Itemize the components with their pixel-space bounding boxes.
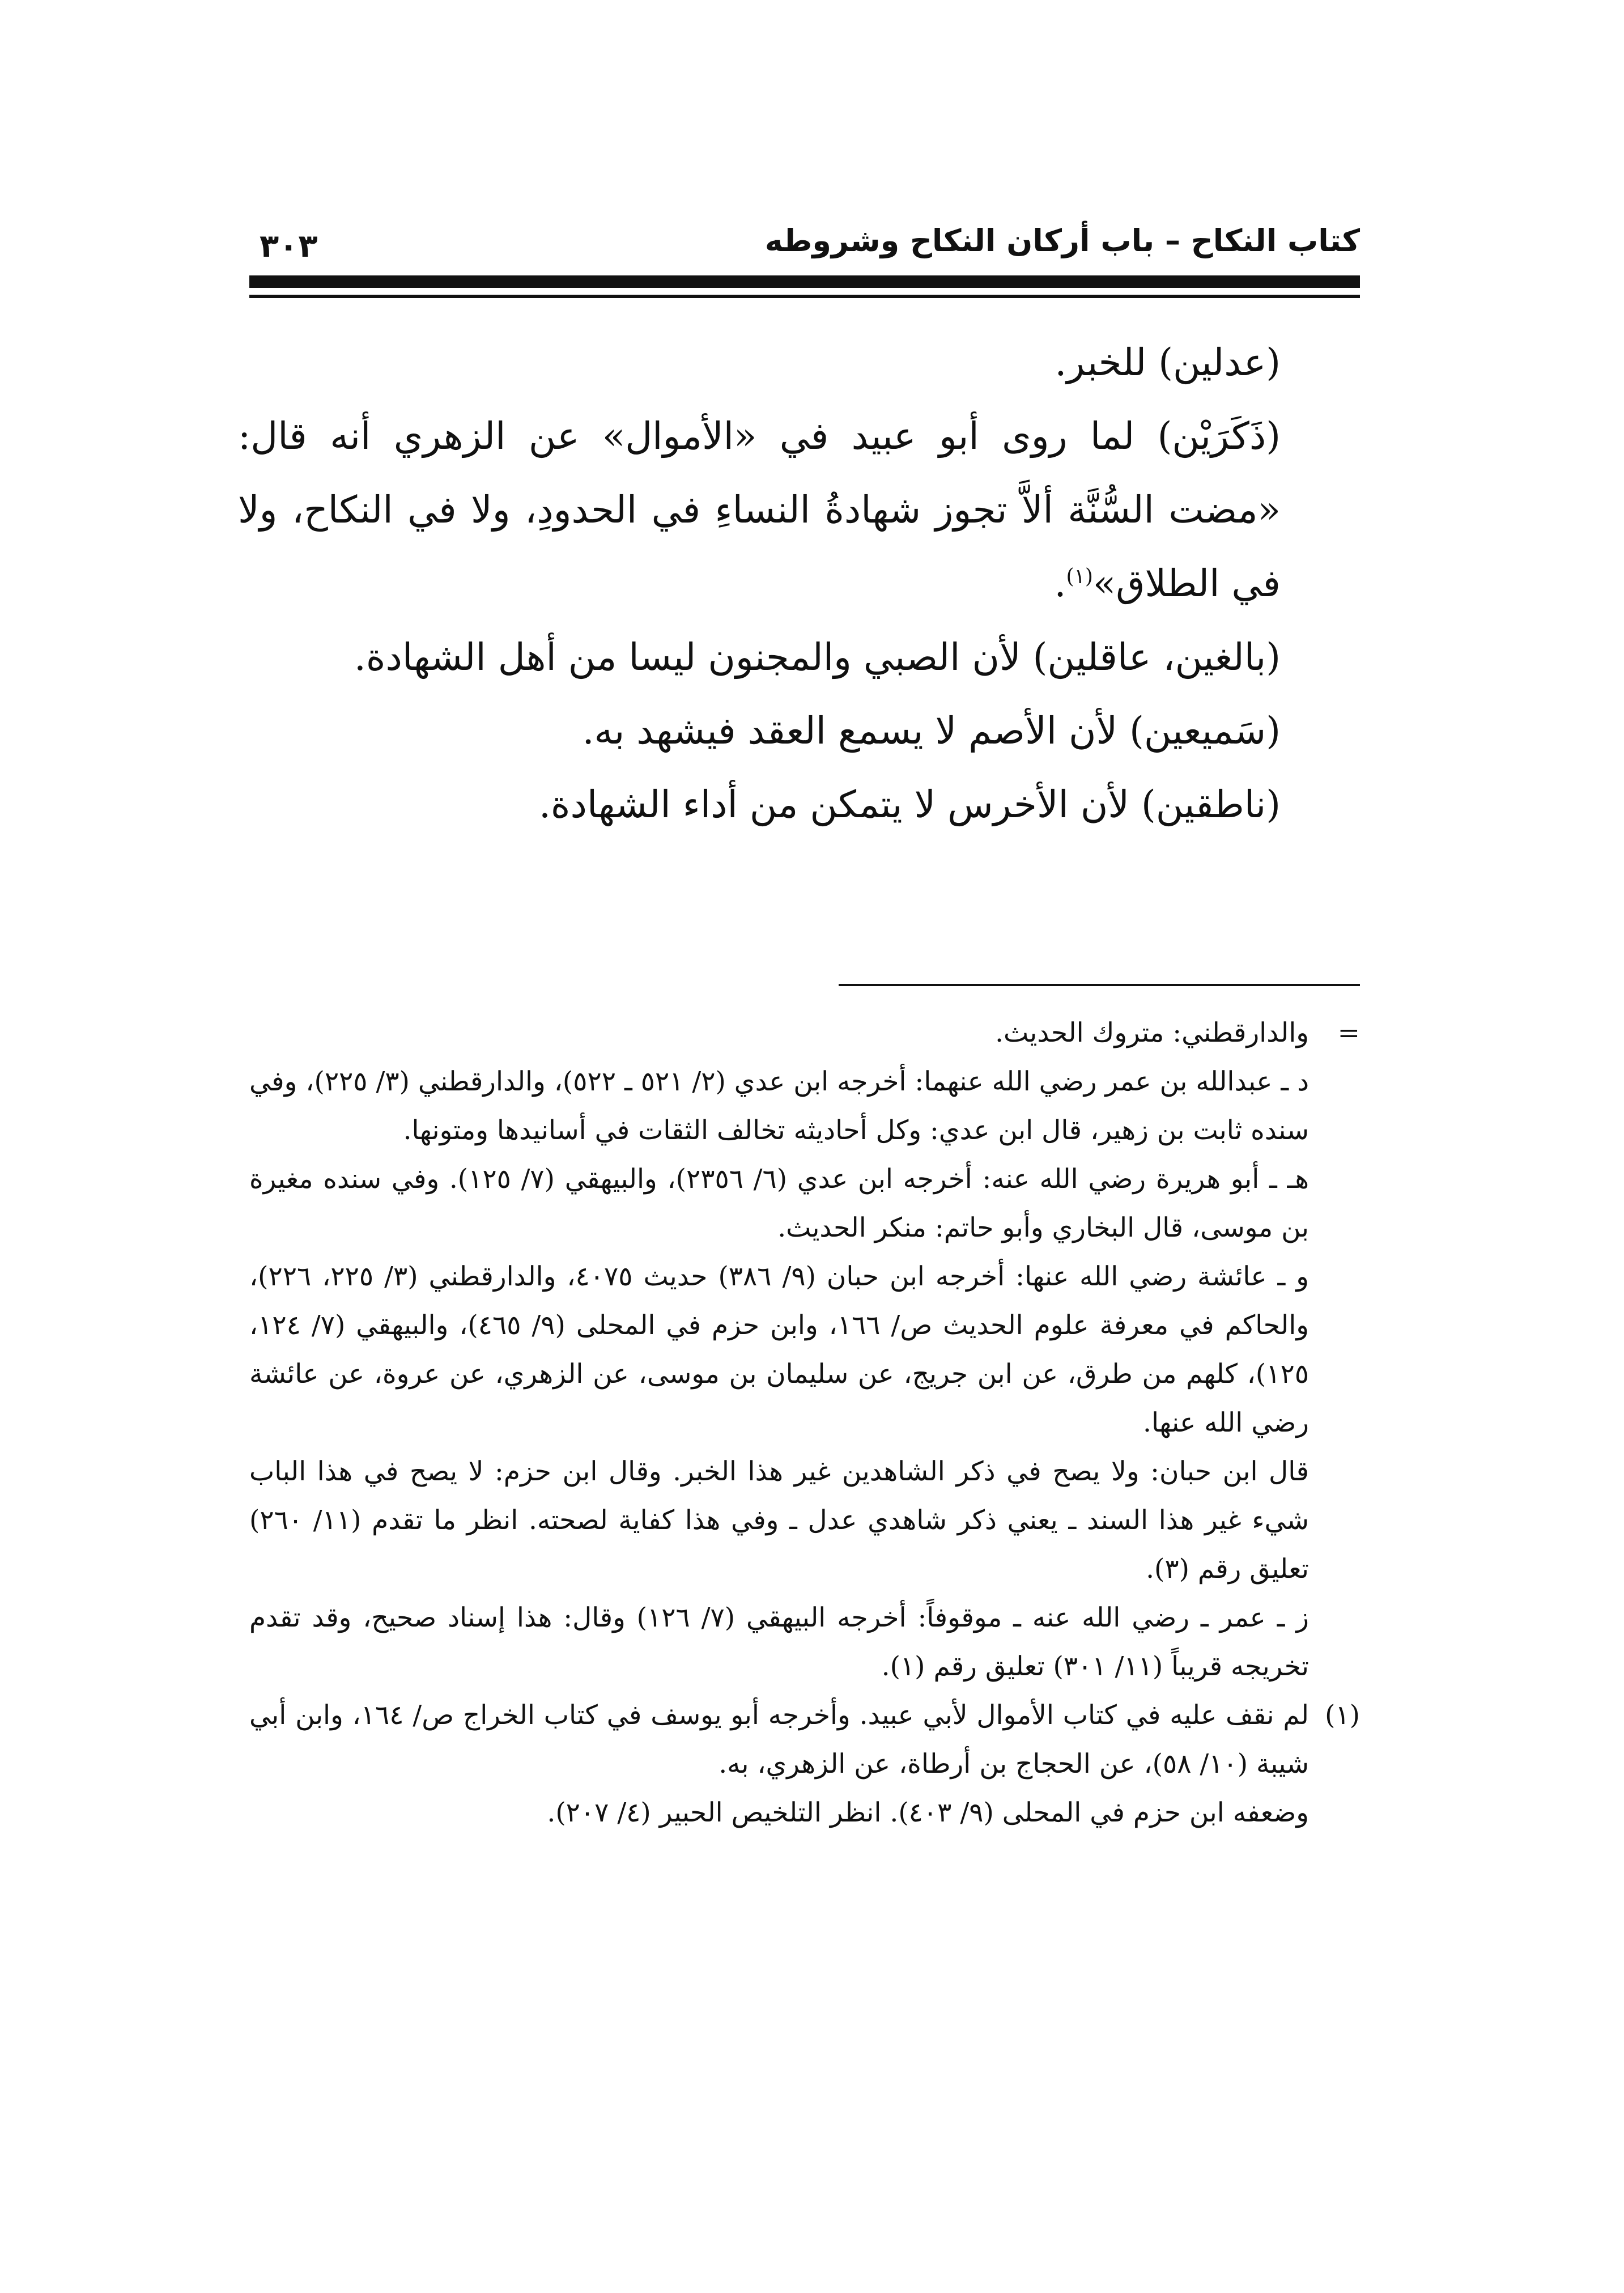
footnote-line: هـ ـ أبو هريرة رضي الله عنه: أخرجه ابن عدي (٦/ ٢٣٥٦)، والبيهقي (٧/ ١٢٥). وفي سنده مغيرة بن موسى، قال البخاري وأبو حاتم: منكر الحديث. — [249, 1164, 1309, 1243]
footnote-ref-1: (١) — [1066, 565, 1093, 588]
header-title: كتاب النكاح – باب أركان النكاح وشروطه — [764, 223, 1360, 258]
running-header — [249, 218, 1360, 264]
paragraph-dhakarayn-end: . — [1054, 562, 1066, 605]
footnote-line: قال ابن حبان: ولا يصح في ذكر الشاهدين غير هذا الخبر. وقال ابن حزم: لا يصح في هذا الباب شيء غير هذا السند ـ يعني ذكر شاهدي عدل ـ وفي هذا كفاية لصحته. انظر ما تقدم (١١/ ٢٦٠) تعليق رقم (٣). — [249, 1456, 1309, 1585]
footnote-continued — [249, 1009, 1360, 1691]
footnote-1-marker: (١) — [1325, 1700, 1360, 1731]
header-rule-thick — [249, 275, 1360, 288]
footnote-separator — [839, 984, 1360, 986]
header-rule-thin — [249, 295, 1360, 298]
footnote-1 — [249, 1691, 1360, 1837]
paragraph-adlayn: (عدلين) للخبر. — [1055, 341, 1281, 384]
paragraph-dhakarayn — [238, 400, 1360, 621]
footnote-line: وضعفه ابن حزم في المحلى (٩/ ٤٠٣). انظر التلخيص الحبير (٤/ ٢٠٧). — [547, 1797, 1309, 1828]
footnote-line: لم نقف عليه في كتاب الأموال لأبي عبيد. وأخرجه أبو يوسف في كتاب الخراج ص/ ١٦٤، وابن أبي شيبة (١٠/ ٥٨)، عن الحجاج بن أرطاة، عن الزهري، به. — [249, 1700, 1309, 1780]
footnote-line: ز ـ عمر ـ رضي الله عنه ـ موقوفاً: أخرجه البيهقي (٧/ ١٢٦) وقال: هذا إسناد صحيح، وقد تقدم تخريجه قريباً (١١/ ٣٠١) تعليق رقم (١). — [249, 1602, 1309, 1682]
footnote-line: والدارقطني: متروك الحديث. — [995, 1017, 1309, 1048]
page-number: ٣٠٣ — [260, 228, 318, 265]
paragraph-samiayn: (سَميعين) لأن الأصم لا يسمع العقد فيشهد به. — [582, 709, 1281, 753]
main-text — [238, 326, 1360, 842]
footnote-line: د ـ عبدالله بن عمر رضي الله عنهما: أخرجه ابن عدي (٢/ ٥٢١ ـ ٥٢٢)، والدارقطني (٣/ ٢٢٥)، وفي سنده ثابت بن زهير، قال ابن عدي: وكل أحاديثه تخالف الثقات في أسانيدها ومتونها. — [249, 1066, 1310, 1146]
paragraph-natiqayn: (ناطقين) لأن الأخرس لا يتمكن من أداء الشهادة. — [538, 783, 1281, 826]
paragraph-balighayn: (بالغين، عاقلين) لأن الصبي والمجنون ليسا من أهل الشهادة. — [354, 635, 1281, 679]
footnote-line: و ـ عائشة رضي الله عنها: أخرجه ابن حبان (٩/ ٣٨٦) حديث ٤٠٧٥، والدارقطني (٣/ ٢٢٥، ٢٢٦)، والحاكم في معرفة علوم الحديث ص/ ١٦٦، وابن حزم في المحلى (٩/ ٤٦٥)، والبيهقي (٧/ ١٢٤، ١٢٥)، كلهم من طرق، عن ابن جريج، عن سليمان بن موسى، عن الزهري، عن عروة، عن عائشة رضي الله عنها. — [249, 1261, 1309, 1438]
footnotes — [249, 1009, 1360, 1837]
continuation-marker: = — [1337, 1017, 1360, 1048]
paragraph-dhakarayn-text: (ذَكَرَيْن) لما روى أبو عبيد في «الأموال» عن الزهري أنه قال: «مضت السُّنَّة ألاَّ تجوز شهادةُ النساءِ في الحدودِ، ولا في النكاح، ولا في الطلاق» — [238, 414, 1281, 605]
